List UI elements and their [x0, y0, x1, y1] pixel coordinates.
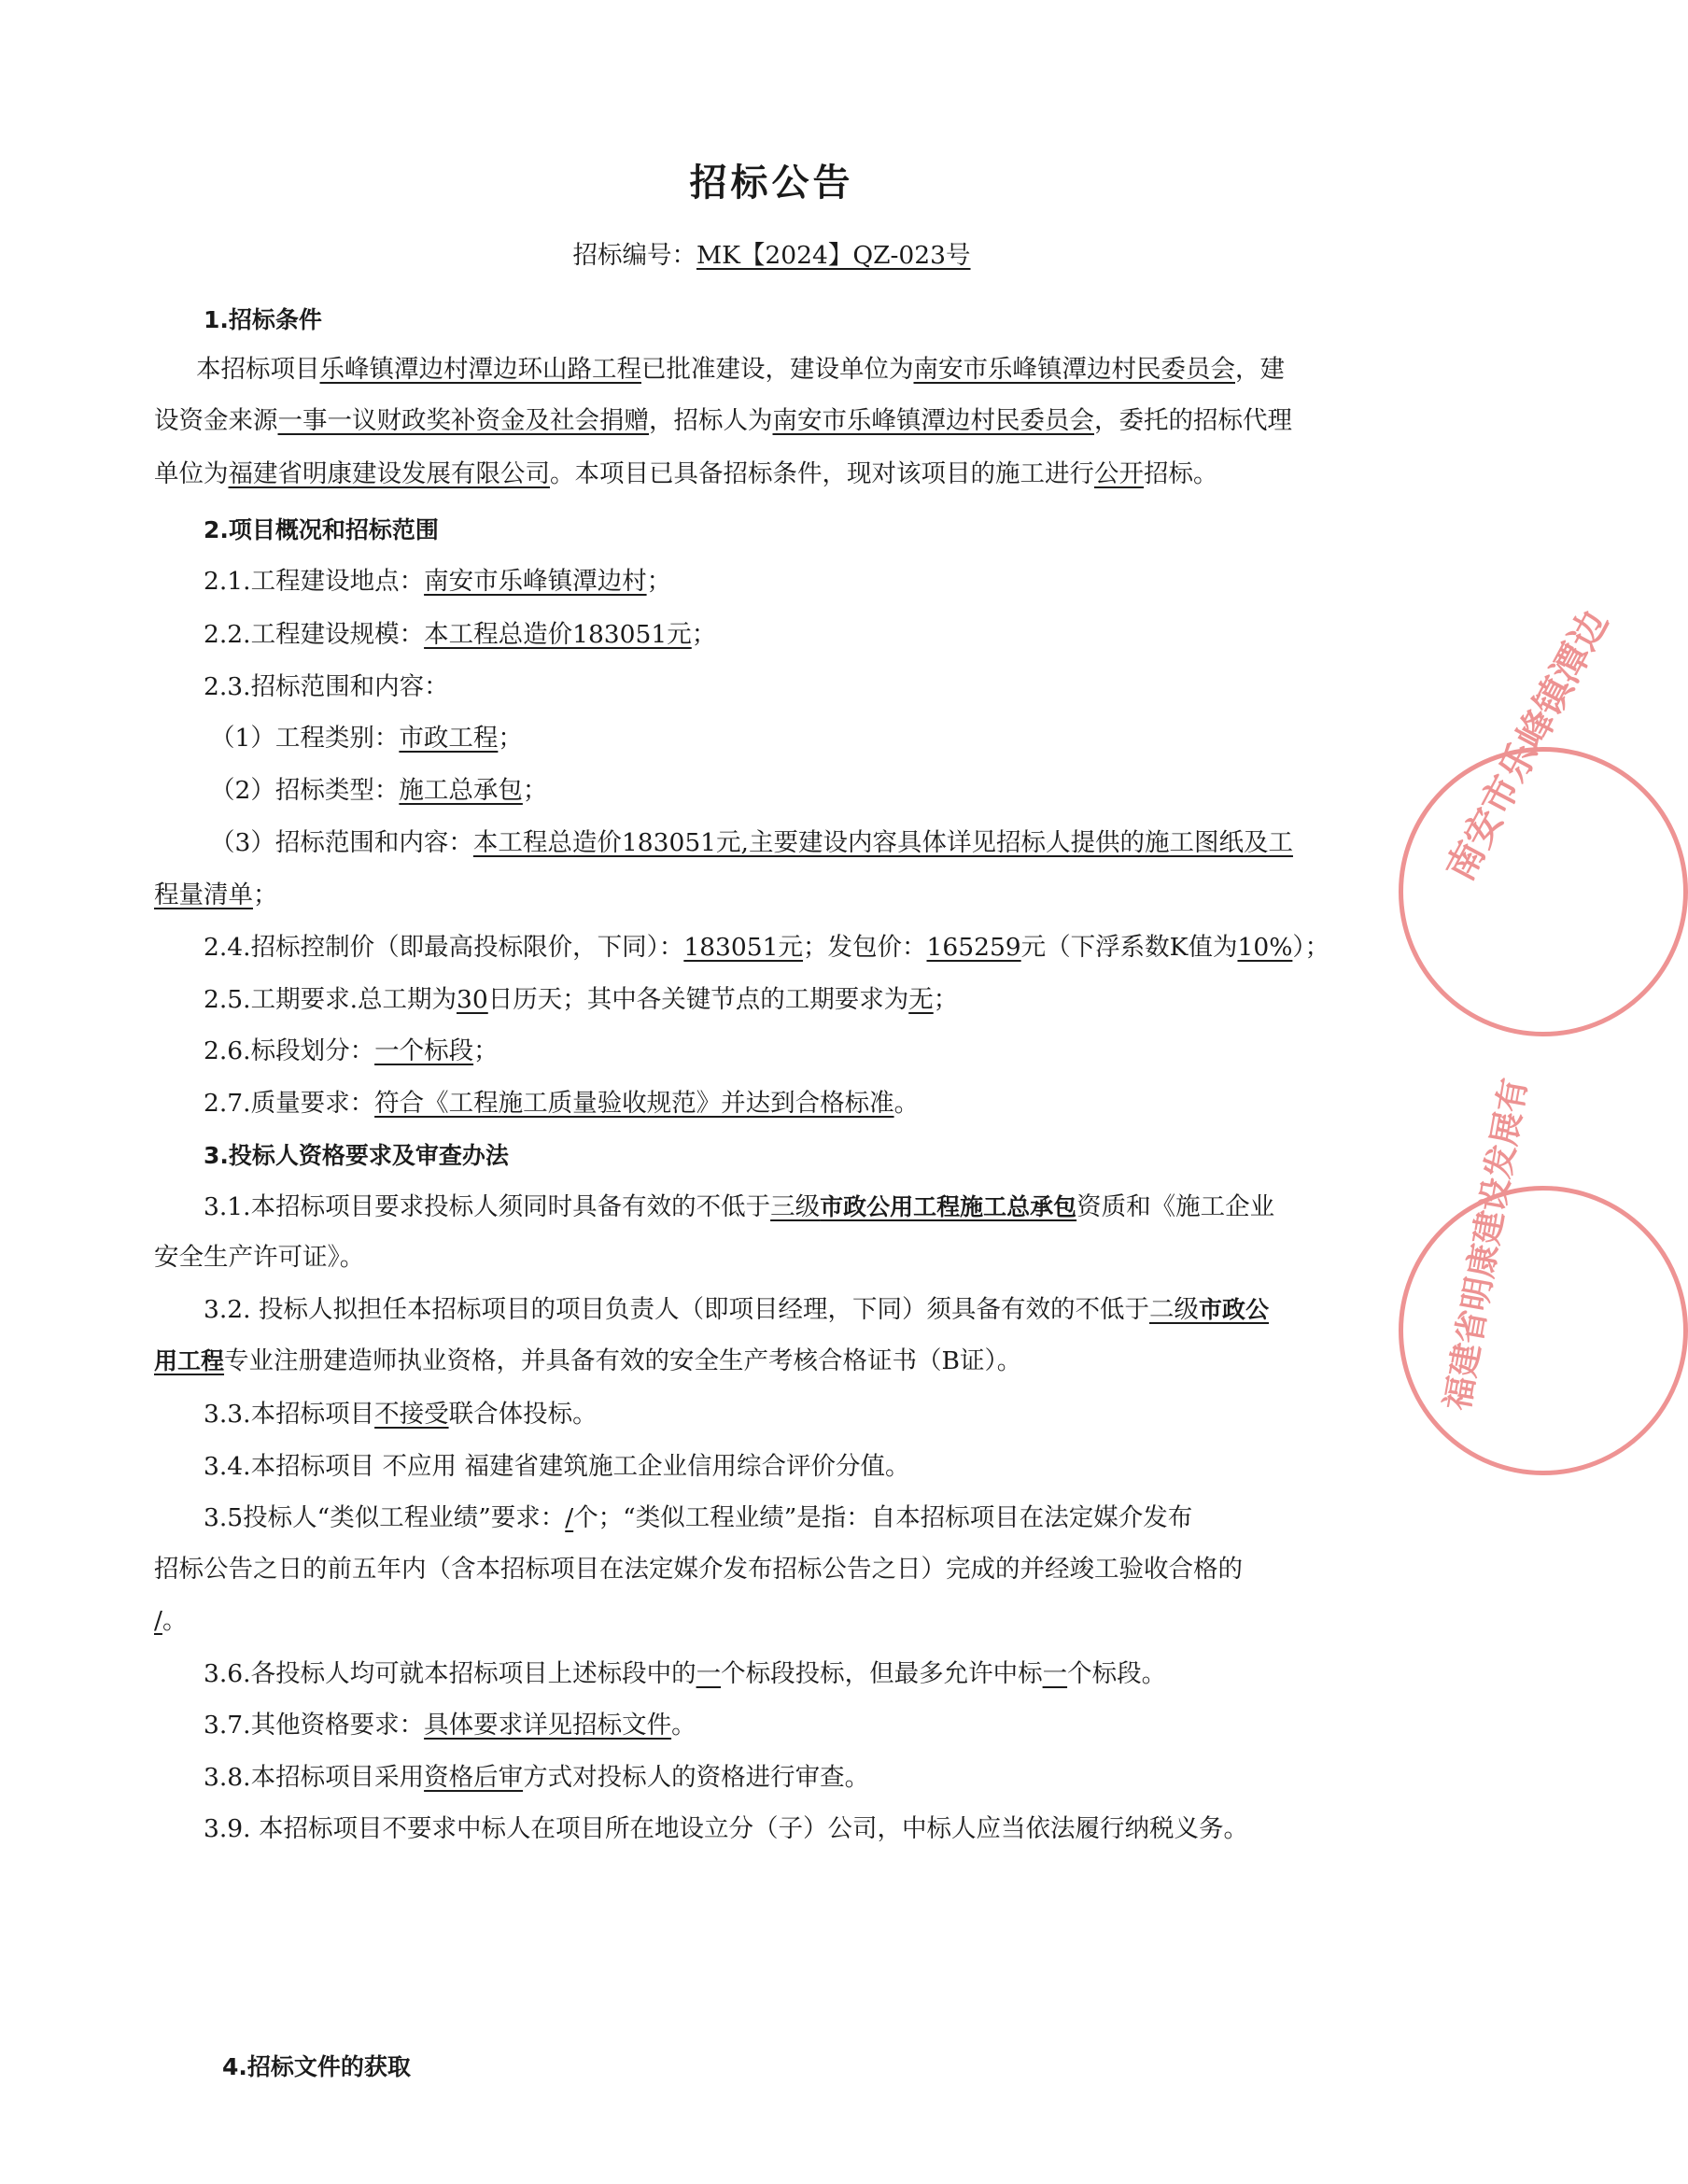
item-3-5-cont: 招标公告之日的前五年内（含本招标项目在法定媒介发布招标公告之日）完成的并经竣工验收合格的 — [154, 1555, 1243, 1584]
bid-number-label: 招标编号： — [572, 241, 696, 270]
item-3-6 — [204, 1657, 1166, 1691]
builder-major: 市政公 — [1199, 1296, 1270, 1323]
credit-policy: 不应用 — [382, 1452, 457, 1481]
item-2-3-3-cont — [154, 879, 278, 912]
quality-requirement: 符合《工程施工质量验收规范》并达到合格标准 — [374, 1089, 894, 1118]
item-2-1 — [204, 565, 671, 599]
text: 专业注册建造师执业资格，并具备有效的安全生产考核合格证书（B证）。 — [224, 1346, 1022, 1375]
label: 2.7.质量要求： — [204, 1089, 375, 1118]
k-value: 10% — [1237, 933, 1293, 962]
bid-number-value: MK【2024】QZ-023号 — [696, 241, 971, 270]
s1-line-1 — [196, 353, 1285, 387]
item-3-1-cont: 安全生产许可证》。 — [154, 1243, 365, 1272]
text: 元（下浮系数K值为 — [1020, 933, 1238, 962]
tender-scope-cont: 程量清单 — [154, 881, 253, 909]
construction-scale: 本工程总造价183051元 — [424, 620, 692, 649]
item-2-5 — [204, 983, 958, 1017]
text: ，建 — [1235, 355, 1285, 384]
performance-count: / — [565, 1503, 574, 1532]
text: 。 — [671, 1711, 696, 1740]
text: 个标段投标，但最多允许中标 — [721, 1659, 1043, 1688]
text: ； — [691, 620, 717, 649]
stamp-seal-1 — [1399, 603, 1688, 1036]
text: 个标段。 — [1067, 1659, 1167, 1688]
contract-price: 165259 — [926, 933, 1021, 962]
duration-days: 30 — [457, 985, 488, 1014]
stamp-text-1: 南安市乐峰镇潭边 — [1438, 603, 1617, 888]
tender-mode: 公开 — [1094, 459, 1144, 488]
other-requirements: 具体要求详见招标文件 — [424, 1711, 672, 1740]
text: 方式对投标人的资格进行审查。 — [523, 1763, 870, 1792]
builder-level: 二级 — [1149, 1295, 1199, 1324]
text: 联合体投标。 — [448, 1400, 598, 1429]
text: ，招标人为 — [649, 406, 773, 435]
tender-type: 施工总承包 — [399, 776, 523, 805]
item-2-2 — [204, 618, 716, 652]
text: 个；“类似工程业绩”是指：自本招标项目在法定媒介发布 — [573, 1503, 1193, 1532]
performance-type: / — [154, 1606, 162, 1635]
text: 3.1.本招标项目要求投标人须同时具备有效的不低于 — [204, 1192, 771, 1221]
item-3-2-cont — [154, 1345, 1021, 1378]
text: 。 — [893, 1089, 920, 1118]
text: 3.4.本招标项目 — [204, 1452, 375, 1481]
tender-scope: 本工程总造价183051元,主要建设内容具体详见招标人提供的施工图纸及工 — [472, 828, 1293, 857]
item-3-4 — [204, 1450, 909, 1484]
label: 3.7.其他资格要求： — [204, 1711, 425, 1740]
text: 已批准建设，建设单位为 — [641, 355, 914, 384]
text: 福建省建筑施工企业信用综合评价分值。 — [464, 1452, 910, 1481]
text: 本招标项目 — [196, 355, 320, 384]
label: （3）招标范围和内容： — [210, 828, 473, 857]
section-division: 一个标段 — [374, 1036, 474, 1065]
item-3-2 — [204, 1293, 1269, 1327]
text: 3.8.本招标项目采用 — [204, 1763, 425, 1792]
construction-site: 南安市乐峰镇潭边村 — [424, 567, 647, 596]
fund-source: 一事一议财政奖补资金及社会捐赠 — [277, 406, 649, 435]
qualification-type: 市政公用工程施工总承包 — [820, 1193, 1077, 1220]
item-3-9: 3.9. 本招标项目不要求中标人在项目所在地设立分（子）公司，中标人应当依法履行纳税义务。 — [204, 1814, 1248, 1843]
text: ； — [933, 985, 959, 1014]
stamp-seal-2 — [1399, 1075, 1688, 1475]
text: 2.4.招标控制价（即最高投标限价，下同）： — [204, 933, 684, 962]
page-title: 招标公告 — [689, 162, 854, 204]
text: 。 — [162, 1606, 188, 1635]
text: 3.3.本招标项目 — [204, 1400, 375, 1429]
project-category: 市政工程 — [399, 724, 499, 753]
item-3-3 — [204, 1398, 598, 1431]
max-win-sections: 一 — [1042, 1659, 1068, 1688]
owner-name: 南安市乐峰镇潭边村民委员会 — [913, 355, 1235, 384]
review-method: 资格后审 — [424, 1763, 524, 1792]
item-2-4 — [204, 931, 1329, 965]
section-4-heading: 4.招标文件的获取 — [222, 2053, 411, 2080]
text: 3.2. 投标人拟担任本招标项目的项目负责人（即项目经理，下同）须具备有效的不低于 — [204, 1295, 1149, 1324]
item-3-1 — [204, 1191, 1274, 1224]
text: 2.5.工期要求.总工期为 — [204, 985, 457, 1014]
key-nodes: 无 — [908, 985, 934, 1014]
s1-line-3 — [154, 458, 1218, 491]
builder-major-cont: 用工程 — [154, 1347, 225, 1374]
qualification-level: 三级 — [770, 1192, 821, 1221]
item-2-7 — [204, 1087, 919, 1120]
label: 2.6.标段划分： — [204, 1036, 375, 1065]
text: 单位为 — [154, 459, 229, 488]
text: 3.6.各投标人均可就本招标项目上述标段中的 — [204, 1659, 696, 1688]
text: ）； — [1292, 933, 1330, 962]
bid-sections: 一 — [696, 1659, 722, 1688]
text: 。本项目已具备招标条件，现对该项目的施工进行 — [550, 459, 1094, 488]
text: ； — [253, 881, 278, 909]
item-3-7 — [204, 1709, 696, 1742]
text: ； — [646, 567, 672, 596]
text: ； — [473, 1036, 499, 1065]
agent-name: 福建省明康建设发展有限公司 — [228, 459, 550, 488]
text: 资质和《施工企业 — [1076, 1192, 1275, 1221]
item-2-3: 2.3.招标范围和内容： — [204, 672, 449, 701]
text: 日历天；其中各关键节点的工期要求为 — [487, 985, 909, 1014]
text: ； — [498, 724, 523, 753]
text: 设资金来源 — [154, 406, 278, 435]
control-price: 183051元 — [683, 933, 803, 962]
text: 招标。 — [1144, 459, 1218, 488]
text: ，委托的招标代理 — [1094, 406, 1292, 435]
section-2-heading: 2.项目概况和招标范围 — [204, 516, 439, 543]
item-2-6 — [204, 1035, 499, 1068]
text: ； — [522, 776, 548, 805]
stamp-text-2: 福建省明康建设发展有 — [1438, 1075, 1535, 1414]
item-2-3-2 — [210, 774, 547, 808]
item-2-3-1 — [210, 722, 523, 755]
section-1-heading: 1.招标条件 — [204, 306, 322, 333]
text: ；发包价： — [803, 933, 927, 962]
item-3-5-end — [154, 1604, 187, 1638]
s1-line-2 — [154, 404, 1292, 438]
item-2-3-3 — [210, 826, 1293, 860]
tenderer-name: 南安市乐峰镇潭边村民委员会 — [772, 406, 1094, 435]
label: 2.2.工程建设规模： — [204, 620, 425, 649]
consortium-policy: 不接受 — [374, 1400, 449, 1429]
section-3-heading: 3.投标人资格要求及审查办法 — [204, 1142, 509, 1169]
item-3-8 — [204, 1761, 869, 1795]
text: 3.5投标人“类似工程业绩”要求： — [204, 1503, 566, 1532]
label: 2.1.工程建设地点： — [204, 567, 425, 596]
bid-number — [0, 239, 1543, 273]
project-name: 乐峰镇潭边村潭边环山路工程 — [319, 355, 641, 384]
label: （2）招标类型： — [210, 776, 400, 805]
label: （1）工程类别： — [210, 724, 400, 753]
item-3-5 — [204, 1501, 1192, 1535]
